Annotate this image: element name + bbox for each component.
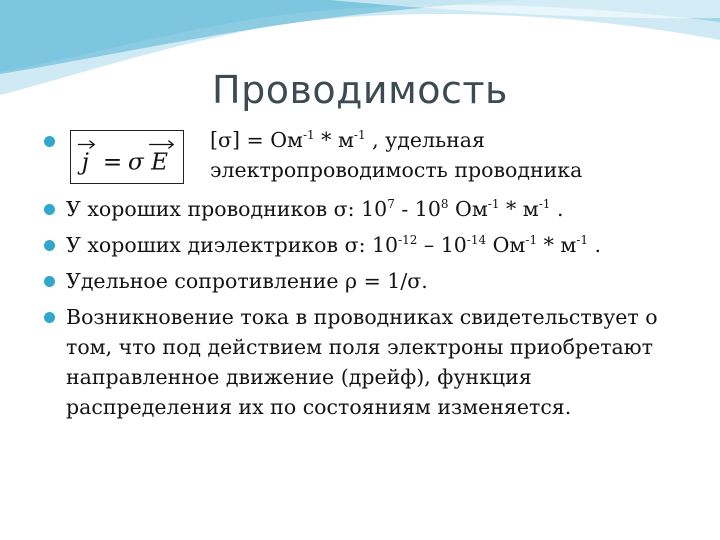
text-fragment: У хороших диэлектриков σ: 10 (66, 233, 399, 257)
list-item (44, 302, 704, 422)
superscript: -12 (398, 233, 418, 248)
list-item (44, 194, 704, 224)
current-density-formula-icon (71, 131, 183, 183)
text-fragment: Ом (486, 233, 526, 257)
svg-text:=: = (102, 149, 123, 176)
slide-title: Проводимость (212, 68, 508, 112)
superscript: 7 (387, 197, 395, 212)
text-fragment: . (588, 233, 602, 257)
text-fragment: [σ] = Ом (210, 128, 303, 152)
resistivity-text: Удельное сопротивление ρ = 1/σ. (66, 269, 428, 293)
list-item (44, 230, 704, 260)
svg-text:j: j (81, 149, 89, 176)
bullet-icon (44, 240, 55, 251)
svg-text:σ: σ (127, 149, 144, 176)
text-fragment: , удельная (365, 128, 485, 152)
conductivity-description-line: электропроводимость проводника (210, 158, 583, 182)
superscript: -1 (302, 128, 315, 143)
bullet-icon (44, 276, 55, 287)
text-fragment: Ом (448, 197, 488, 221)
superscript: -14 (466, 233, 487, 248)
bullet-icon (44, 312, 55, 323)
bullet-list (44, 126, 704, 422)
superscript: -1 (576, 233, 589, 248)
current-origin-text: Возникновение тока в проводниках свидетельствует о том, что под действием поля электроны приобретают направленное движение (дрейф), функция распределения их по состояниям изменяется. (66, 305, 658, 419)
text-fragment: * м (314, 128, 354, 152)
list-item (44, 266, 704, 296)
superscript: -1 (353, 128, 366, 143)
svg-text:E: E (151, 149, 168, 176)
text-fragment: . (550, 197, 564, 221)
text-fragment: * м (499, 197, 539, 221)
superscript: -1 (525, 233, 538, 248)
superscript: -1 (487, 197, 500, 212)
text-fragment: * м (537, 233, 577, 257)
formula-image (70, 130, 184, 184)
superscript: -1 (538, 197, 551, 212)
text-fragment: - 10 (394, 197, 441, 221)
bullet-icon (44, 204, 55, 215)
text-fragment: – 10 (417, 233, 467, 257)
superscript: 8 (440, 197, 449, 212)
conductivity-units-line (210, 126, 485, 154)
list-item (44, 126, 704, 188)
text-fragment: У хороших проводников σ: 10 (66, 197, 388, 221)
bullet-icon (44, 136, 55, 147)
